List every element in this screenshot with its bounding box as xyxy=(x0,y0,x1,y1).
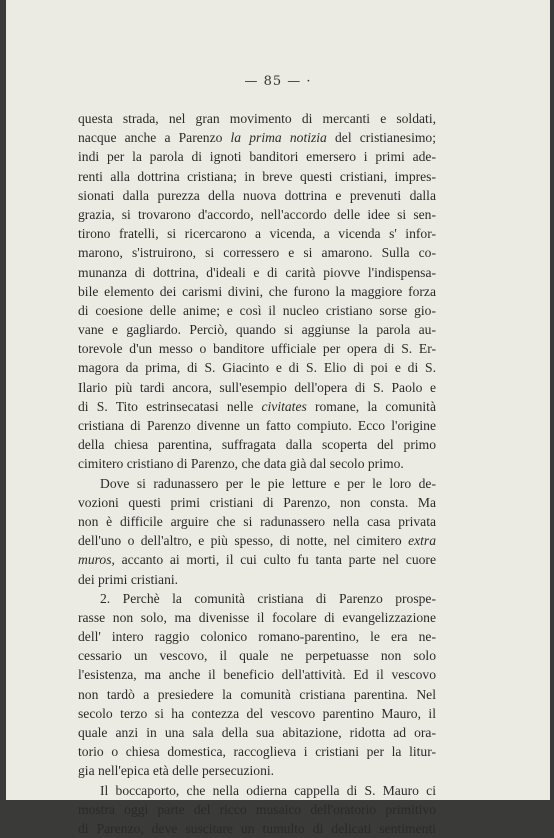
text-line: vane e gagliardo. Perciò, quando si aggiunse la parola au- xyxy=(78,322,436,338)
text-segment: di S. Tito estrinsecatasi nelle xyxy=(78,398,262,414)
text-line: grazia, si trovarono d'accordo, nell'accordo delle idee si sen- xyxy=(78,206,436,222)
text-line: Dove si radunassero per le pie letture e per le loro de- xyxy=(100,475,436,491)
text-line: magora da prima, di S. Giacinto e di S. Elio di poi e di S. xyxy=(78,360,436,376)
text-line: munanza di dottrina, d'ideali e di carità piovve l'indispensa- xyxy=(78,264,436,280)
text-line: di coesione delle anime; e così il nucleo cristiano sorse gio- xyxy=(78,302,436,318)
text-line: cristiana di Parenzo divenne un fatto compiuto. Ecco l'origine xyxy=(78,418,436,433)
text-line: cessario un vescovo, il quale ne perpetuasse non solo xyxy=(78,648,436,664)
page-number: — 85 — · xyxy=(244,74,312,89)
text-line: dei primi cristiani. xyxy=(78,571,179,587)
text-line: mostra oggi parte del ricco musaico dell'oratorio primitivo xyxy=(78,801,436,817)
text-segment: del cristianesimo; xyxy=(326,130,436,146)
text-line: di Parenzo, deve suscitare un tumulto di delicati sentimenti xyxy=(78,820,436,836)
text-line xyxy=(78,531,436,550)
text-line: sionati dalla purezza della nuova dottrina e prevenuti dalla xyxy=(78,187,436,203)
body-text xyxy=(78,109,436,838)
text-line: secolo terzo si ha contezza del vescovo parentino Mauro, il xyxy=(78,705,436,721)
text-line: torevole d'un messo o banditore ufficiale per opera di S. Er- xyxy=(78,341,436,357)
italic-phrase: civitates xyxy=(261,398,307,414)
text-line: bile elemento dei carismi divini, che furono la maggiore forza xyxy=(78,283,436,299)
text-line: indi per la parola di ignoti banditori emersero i primi ade- xyxy=(78,149,436,165)
text-line: non tardò a presiedere la comunità cristiana parentina. Nel xyxy=(78,686,436,702)
book-page xyxy=(6,0,550,836)
text-segment: nacque anche a Parenzo xyxy=(78,130,231,146)
text-segment: romane, la comunità xyxy=(306,398,436,414)
text-line: marono, s'istruirono, si corressero e si amarono. Sulla co- xyxy=(78,245,436,261)
text-line: renti alla dottrina cristiana; in breve questi cristiani, impres- xyxy=(78,168,436,184)
text-line: Ilario più tardi ancora, sull'esempio dell'opera di S. Paolo e xyxy=(78,379,436,395)
text-segment: , accanto ai morti, il cui culto fu tanta parte nel cuore xyxy=(111,552,436,568)
text-line xyxy=(78,550,436,569)
italic-phrase: extra xyxy=(408,533,436,549)
text-line: questa strada, nel gran movimento di mercanti e soldati, xyxy=(78,111,436,126)
text-line: dell' intero raggio colonico romano-parentino, le era ne- xyxy=(78,629,436,645)
text-line: Il boccaporto, che nella odierna cappella di S. Mauro ci xyxy=(100,782,436,798)
text-line: tirono fratelli, si ricercarono a vicenda, a vicenda s' infor- xyxy=(78,226,436,242)
text-line: cimitero cristiano di Parenzo, che data già dal secolo primo. xyxy=(78,456,404,472)
text-line: quale anzi in una sala della sua abitazione, ridotta ad ora- xyxy=(78,725,436,740)
text-line xyxy=(78,128,436,147)
italic-phrase: la prima notizia xyxy=(230,130,327,146)
text-segment: dell'uno o dell'altro, e più spesso, di notte, nel cimitero xyxy=(78,533,409,549)
text-line: vozioni questi primi cristiani di Parenzo, non consta. Ma xyxy=(78,494,436,510)
text-line: 2. Perchè la comunità cristiana di Parenzo prospe- xyxy=(100,590,436,606)
italic-phrase: muros xyxy=(78,552,112,568)
text-line: torio o chiesa domestica, raccoglieva i cristiani per la litur- xyxy=(78,744,436,760)
text-line: l'esistenza, ma anche il beneficio dell'attività. Ed il vescovo xyxy=(78,667,436,683)
text-line: gia nell'epica età delle persecuzioni. xyxy=(78,763,275,779)
text-line: non è difficile arguire che si radunassero nella casa privata xyxy=(78,513,436,529)
text-line: della chiesa parentina, suffragata dalla scoperta del primo xyxy=(78,437,436,453)
text-line xyxy=(78,397,436,416)
text-line: rasse non solo, ma divenisse il focolare di evangelizzazione xyxy=(78,609,436,625)
